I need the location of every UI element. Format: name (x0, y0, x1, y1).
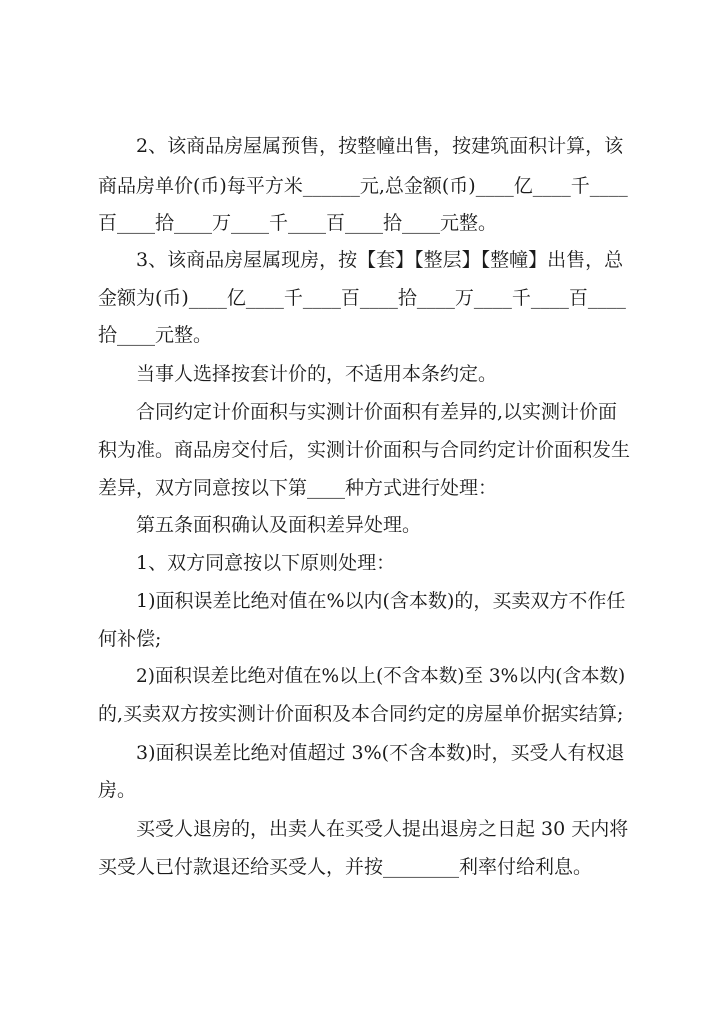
principle-intro: 1、双方同意按以下原则处理： (136, 552, 396, 574)
paragraph-area-diff-line-2: 积为准。商品房交付后，实测计价面积与合同约定计价面积发生 (98, 439, 631, 461)
clause-3-line-3: 拾____元整。 (98, 324, 213, 346)
paragraph-per-unit-note: 当事人选择按套计价的，不适用本条约定。 (136, 363, 498, 385)
refund-paragraph-line-2: 买受人已付款退还给买受人，并按________利率付给利息。 (98, 856, 593, 878)
principle-1-line-1: 1)面积误差比绝对值在%以内(含本数)的，买卖双方不作任 (136, 590, 626, 612)
refund-paragraph-line-1: 买受人退房的，出卖人在买受人提出退房之日起 30 天内将 (136, 818, 629, 840)
principle-2-line-2: 的,买卖双方按实测计价面积及本合同约定的房屋单价据实结算; (98, 703, 624, 725)
clause-2-line-2: 商品房单价(币)每平方米______元,总金额(币)____亿____千____ (98, 175, 628, 197)
principle-3-line-2: 房。 (98, 779, 137, 801)
paragraph-area-diff-line-1: 合同约定计价面积与实测计价面积有差异的,以实测计价面 (136, 401, 618, 423)
clause-3-line-1: 3、该商品房屋属现房，按【套】【整层】【整幢】出售，总 (136, 249, 624, 271)
principle-3-line-1: 3)面积误差比绝对值超过 3%(不含本数)时，买受人有权退 (136, 742, 625, 764)
principle-1-line-2: 何补偿; (98, 628, 162, 650)
clause-2-line-3: 百____拾____万____千____百____拾____元整。 (98, 212, 498, 234)
principle-2-line-1: 2)面积误差比绝对值在%以上(不含本数)至 3%以内(含本数) (136, 666, 626, 687)
clause-2-line-1: 2、该商品房屋属预售，按整幢出售，按建筑面积计算，该 (136, 135, 624, 157)
article-5-heading: 第五条面积确认及面积差异处理。 (136, 514, 422, 536)
paragraph-area-diff-line-3: 差异，双方同意按以下第____种方式进行处理： (98, 477, 498, 499)
clause-3-line-2: 金额为(币)____亿____千____百____拾____万____千____百____ (98, 287, 626, 309)
